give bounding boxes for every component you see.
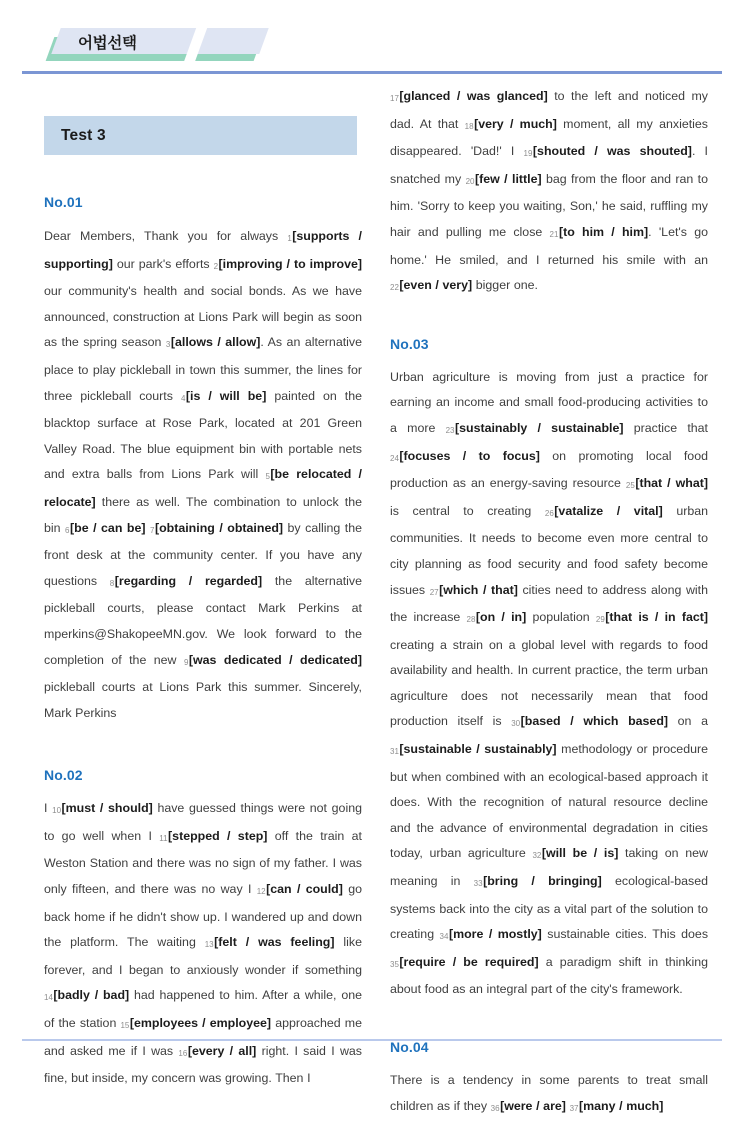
question-heading-no02: No.02: [44, 767, 83, 784]
page-header: [0, 0, 743, 72]
question-heading-no03: No.03: [390, 335, 429, 352]
question-passage-no02-continued: 17[glanced / was glanced] to the left and noticed my dad. At that 18[very / much] moment, all my anxieties disappeared. 'Dad!' I 19[shouted / was shouted]. I snatched my 20[few / little] bag from the floor and ran to him. 'Sorry to keep you waiting, Son,' he said, ruffling my hair and pulling me close 21[to him / him]. 'Let's go home.' He smiled, and I returned his smile with an 22[even / very] bigger one.: [390, 89, 709, 293]
left-column: [44, 72, 362, 1092]
question-passage-no03: Urban agriculture is moving from just a practice for earning an income and small food-producing activities to a more 23[sustainably / sustainable] practice that 24[focuses / to focus] on promoting local food production as an energy-saving resource 25[that / what] is central to creating 26[vatalize / vital] urban communities. It needs to become even more central to city planning as food security and food safety become issues 27[which / that] cities need to address along with the increase 28[on / in] population 29[that is / in fact] creating a strain on a global level with regards to food availability and health. In current practice, the term urban agriculture does not necessarily mean that food production itself is 30[based / which based] on a 31[sustainable / sustainably] methodology or procedure but when combined with an ecological-based approach it does. With the recognition of natural resource decline and the advance of environmental degradation in cities today, urban agriculture 32[will be / is] taking on new meaning in 33[bring / bringing] ecological-based systems back into the city as a vital part of the solution to creating 34[more / mostly] sustainable cities. This does 35[require / be required] a paradigm shift in thinking about food as an integral part of the city's framework.: [390, 369, 709, 997]
question-passage-no04: There is a tendency in some parents to treat small children as if they 36[were / are] 37[many / much]: [390, 1073, 708, 1113]
test-title-label: Test 3: [61, 126, 106, 144]
question-passage-no02: I 10[must / should] have guessed things were not going to go well when I 11[stepped / step] off the train at Weston Station and there was no sign of my father. I was only fifteen, and there was no way I 12[can / could] go back home if he didn't show up. I wandered up and down the platform. The waiting 13[felt / was feeling] like forever, and I began to anxiously wonder if something 14[badly / bad] had happened to him. After a while, one of the station 15[employees / employee] approached me and asked me if I was 16[every / all] right. I said I was fine, but inside, my concern was growing. Then I: [44, 801, 362, 1086]
section-banner-label: 어법선택: [78, 34, 137, 52]
test-title-bar: [44, 116, 357, 155]
right-column: [390, 72, 708, 1121]
section-banner: [46, 28, 266, 62]
question-heading-no04: No.04: [390, 1039, 429, 1055]
two-column-body: [0, 72, 743, 1113]
question-passage-no01: Dear Members, Thank you for always 1[supports / supporting] our park's efforts 2[improving / to improve] our community's health and social bonds. As we have announced, construction at Lions Park will begin as soon as the spring season 3[allows / allow]. As an alternative place to play pickleball in town this summer, the lines for three pickleball courts 4[is / will be] painted on the blacktop surface at Rose Park, located at 201 Green Valley Road. The blue equipment bin with portable nets and extra balls from Lions Park will 5[be relocated / relocate] there as well. The combination to unlock the bin 6[be / can be] 7[obtaining / obtained] by calling the front desk at the community center. If you have any questions 8[regarding / regarded] the alternative pickleball courts, please contact Mark Perkins at mperkins@ShakopeeMN.gov. We look forward to the completion of the new 9[was dedicated / dedicated] pickleball courts at Lions Park this summer. Sincerely, Mark Perkins: [44, 229, 362, 720]
question-heading-no01: No.01: [44, 194, 83, 210]
